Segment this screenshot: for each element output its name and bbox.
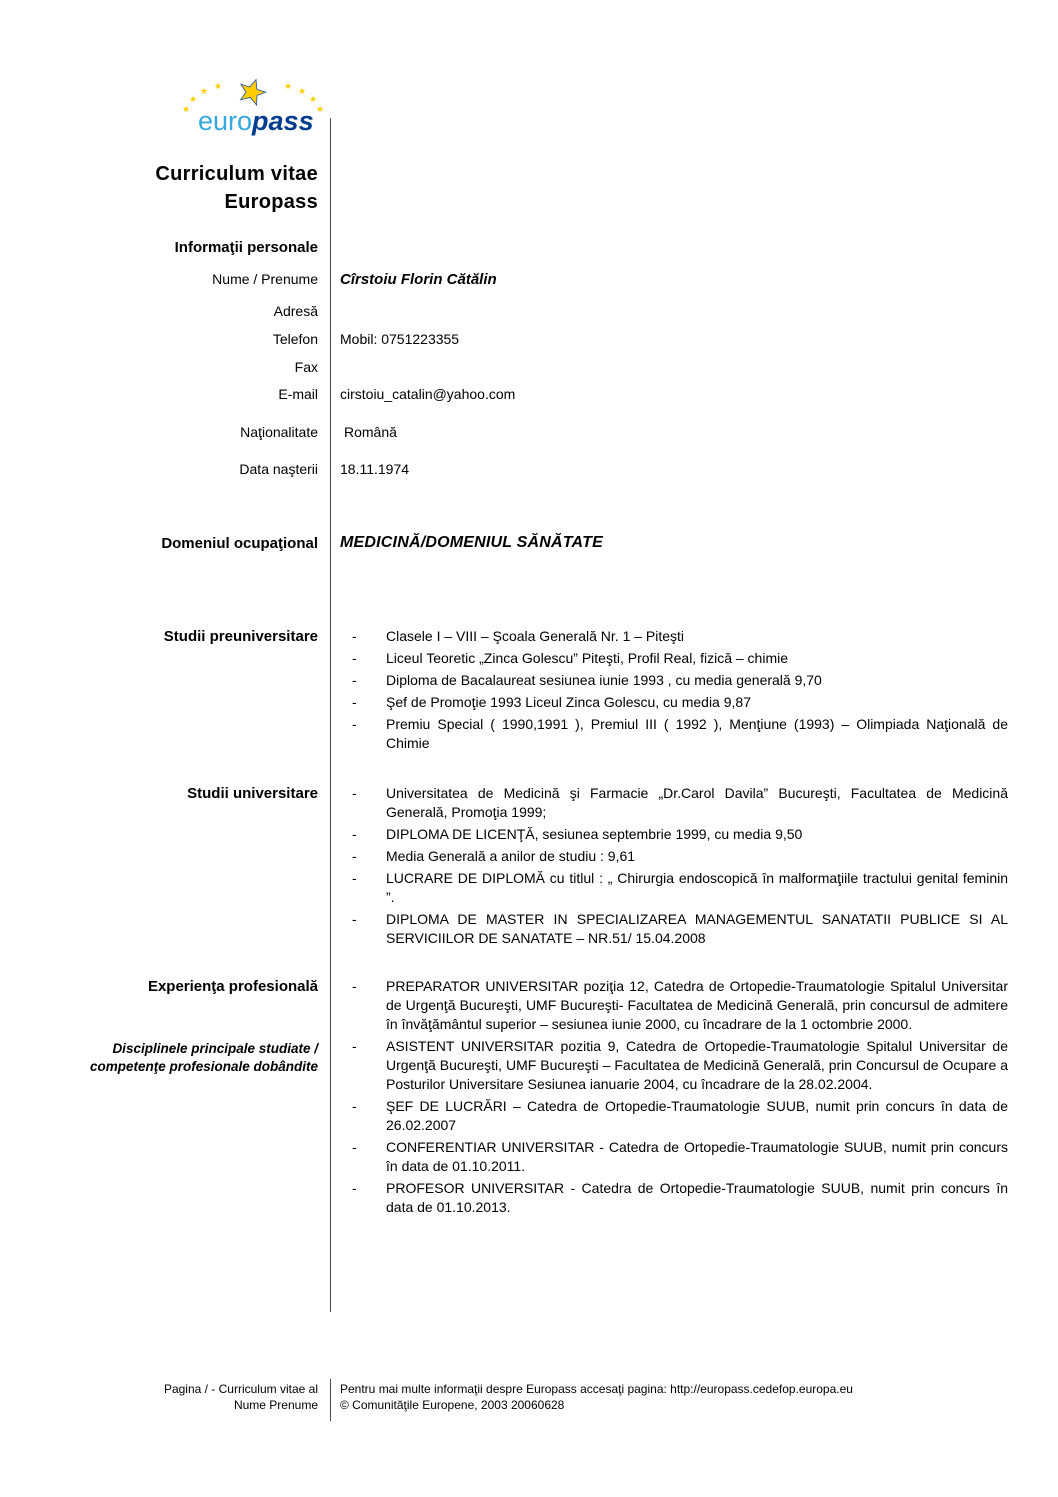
row-label: Fax [294, 359, 318, 375]
personal-row-email [0, 385, 1058, 404]
footer-right [340, 1381, 1030, 1413]
personal-heading-row [0, 238, 1058, 257]
list-item: - Clasele I – VIII – Şcoala Generală Nr. 1 – Piteşti [340, 627, 1008, 646]
cv-title-line2: Europass [224, 191, 318, 213]
list-item: - Liceul Teoretic „Zinca Golescu” Piteşti, Profil Real, fizică – chimie [340, 649, 1008, 668]
university-studies-label: Studii universitare [187, 785, 318, 802]
cv-title-line1: Curriculum vitae [155, 163, 318, 185]
svg-text:★: ★ [298, 87, 307, 97]
svg-text:★: ★ [182, 105, 191, 115]
row-value: cirstoiu_catalin@yahoo.com [340, 386, 516, 402]
row-label: Adresă [273, 303, 318, 319]
pre-university-studies-section [0, 627, 1058, 756]
list-item: - ASISTENT UNIVERSITAR pozitia 9, Catedra de Ortopedie-Traumatologie Spitalul Universitar de Urgenţă Bucureşti, UMF Bucureşti – Facultatea de Medicină Generală, prin Concursul de Ocupare a Posturilor Universitare Sesiunea ianuarie 2004, cu încadrare de la 28.02.2004. [340, 1037, 1008, 1094]
footer-left [0, 1381, 318, 1413]
personal-row-name [0, 270, 1058, 289]
svg-text:★: ★ [189, 95, 198, 105]
cv-title [0, 160, 318, 216]
university-studies-list [340, 784, 1008, 948]
cv-title-row [0, 160, 1058, 216]
list-item: - DIPLOMA DE MASTER IN SPECIALIZAREA MANAGEMENTUL SANATATII PUBLICE SI AL SERVICIILOR DE SANATATE – NR.51/ 15.04.2008 [340, 910, 1008, 948]
svg-text:★: ★ [284, 82, 293, 92]
logo-euro-text: euro [198, 106, 253, 136]
professional-experience-section [0, 977, 1058, 1220]
logo-pass-text: pass [252, 106, 314, 136]
personal-row-nationality [0, 423, 1058, 442]
occupational-field-row [0, 534, 1058, 553]
europass-logo-graphic [180, 78, 330, 140]
disciplines-sublabel-line1: Disciplinele principale studiate / [112, 1041, 318, 1056]
row-value: Cîrstoiu Florin Cătălin [340, 271, 497, 288]
row-label: Data naşterii [239, 461, 318, 477]
professional-experience-label: Experienţa profesională [147, 978, 318, 995]
list-item: - LUCRARE DE DIPLOMĂ cu titlul : „ Chirurgia endoscopică în malformaţiile tractului genital feminin ”. [340, 869, 1008, 907]
personal-row-phone [0, 330, 1058, 349]
list-item: - Media Generală a anilor de studiu : 9,61 [340, 847, 1008, 866]
svg-text:★: ★ [309, 95, 318, 105]
row-label: E-mail [278, 386, 318, 402]
footer-page-line: Pagina / - Curriculum vitae al [163, 1382, 318, 1396]
list-item: - Şef de Promoţie 1993 Liceul Zinca Golescu, cu media 9,87 [340, 693, 1008, 712]
list-item: - Universitatea de Medicină şi Farmacie „Dr.Carol Davila” Bucureşti, Facultatea de Medicină Generală, Promoţia 1999; [340, 784, 1008, 822]
professional-experience-list [340, 977, 1008, 1217]
footer-name-line: Nume Prenume [233, 1398, 318, 1412]
personal-row-birthdate [0, 460, 1058, 479]
footer-info-line: Pentru mai multe informaţii despre Europass accesaţi pagina: http://europass.cedefop.europa.eu [340, 1382, 853, 1396]
disciplines-sublabel-line2: competenţe profesionale dobândite [89, 1059, 318, 1074]
personal-row-address [0, 302, 1058, 321]
row-label: Nume / Prenume [212, 271, 318, 287]
list-item: - Diploma de Bacalaureat sesiunea iunie 1993 , cu media generală 9,70 [340, 671, 1008, 690]
logo-figure-icon [236, 78, 268, 106]
logo-wordmark [198, 106, 314, 136]
list-item: - ŞEF DE LUCRĂRI – Catedra de Ortopedie-Traumatologie SUUB, numit prin concurs în data de 26.02.2007 [340, 1097, 1008, 1135]
row-label: Naţionalitate [240, 424, 318, 440]
university-studies-section [0, 784, 1058, 951]
pre-university-studies-list [340, 627, 1008, 753]
row-value: Română [344, 424, 397, 440]
page-footer [0, 1381, 1058, 1413]
row-label: Telefon [272, 331, 318, 347]
list-item: - PREPARATOR UNIVERSITAR poziţia 12, Catedra de Ortopedie-Traumatologie Spitalul Universitar de Urgenţă Bucureşti, UMF Bucureşti- Facultatea de Medicină Generală, prin concursul de admitere în învăţământul superior – sesiunea iunie 2000, cu încadrare de la 1 octombrie 2000. [340, 977, 1008, 1034]
europass-logo [180, 78, 330, 140]
personal-heading: Informaţii personale [174, 239, 318, 256]
svg-text:★: ★ [316, 105, 325, 115]
occupational-field-label: Domeniul ocupaţional [161, 535, 318, 552]
svg-text:★: ★ [214, 82, 223, 92]
row-value: 18.11.1974 [340, 461, 410, 477]
list-item: - DIPLOMA DE LICENŢĂ, sesiunea septembrie 1999, cu media 9,50 [340, 825, 1008, 844]
svg-text:★: ★ [200, 87, 209, 97]
personal-row-fax [0, 358, 1058, 377]
pre-university-studies-label: Studii preuniversitare [163, 628, 318, 645]
list-item: - Premiu Special ( 1990,1991 ), Premiul III ( 1992 ), Menţiune (1993) – Olimpiada Naţională de Chimie [340, 715, 1008, 753]
row-value: Mobil: 0751223355 [340, 331, 460, 347]
list-item: - PROFESOR UNIVERSITAR - Catedra de Ortopedie-Traumatologie SUUB, numit prin concurs în data de 01.10.2013. [340, 1179, 1008, 1217]
occupational-field-value: MEDICINĂ/DOMENIUL SĂNĂTATE [340, 534, 603, 551]
footer-copyright-line: © Comunităţile Europene, 2003 20060628 [340, 1398, 565, 1412]
list-item: - CONFERENTIAR UNIVERSITAR - Catedra de Ortopedie-Traumatologie SUUB, numit prin concurs în data de 01.10.2011. [340, 1138, 1008, 1176]
disciplines-sublabel [0, 1040, 318, 1076]
